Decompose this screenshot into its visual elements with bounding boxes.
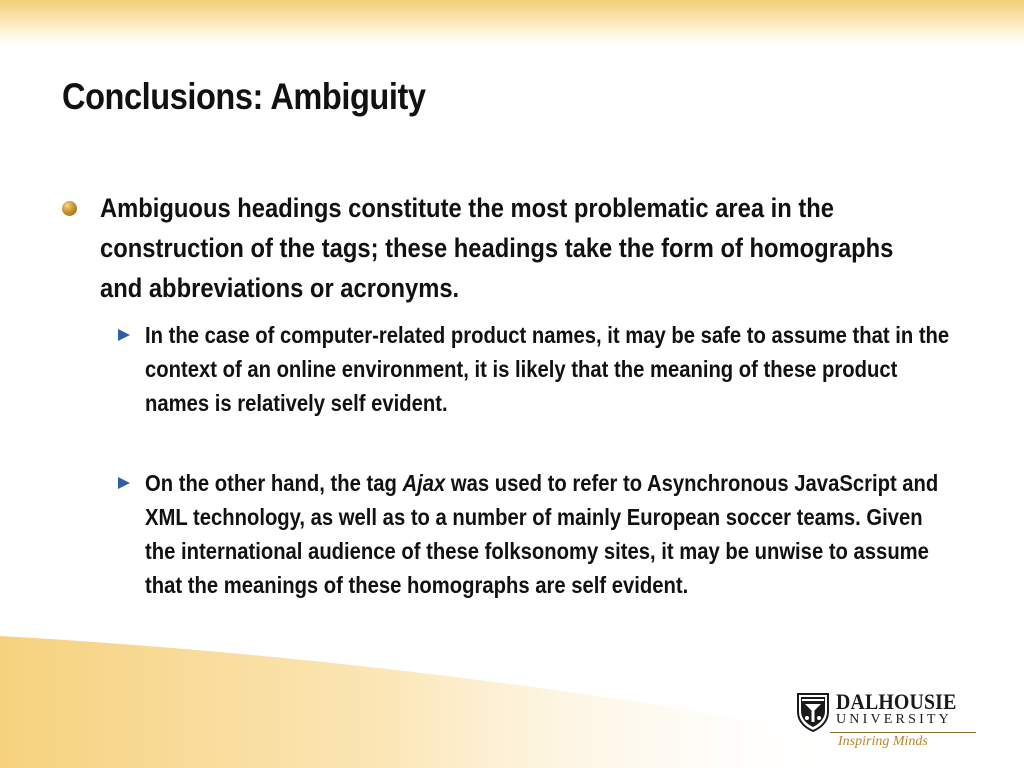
sub-bullet-text: In the case of computer-related product names, it may be safe to assume that in the context of an online environment, it is likely that the meaning of these product names is relatively self evident. — [145, 322, 950, 416]
slide-title: Conclusions: Ambiguity — [62, 76, 426, 117]
university-logo — [796, 690, 976, 752]
logo-divider — [830, 732, 976, 733]
gold-orb-bullet-icon — [62, 201, 77, 216]
sub-bullet-text-after: was used to refer to Asynchronous JavaScript and XML technology, as well as to a number of mainly European soccer teams. Given the international audience of these folksonomy sites, it may be unwise to assume that the meanings of these homographs are self evident. — [145, 470, 939, 598]
main-bullet-text: Ambiguous headings constitute the most problematic area in the construction of the tags; these headings take the form of homographs and abbreviations or acronyms. — [100, 193, 894, 303]
blue-triangle-bullet-icon — [118, 329, 130, 341]
logo-subname: UNIVERSITY — [836, 712, 952, 727]
logo-tagline: Inspiring Minds — [838, 734, 928, 749]
emphasis-term: Ajax — [402, 470, 446, 496]
blue-triangle-bullet-icon — [118, 477, 130, 489]
university-crest-icon — [796, 692, 830, 732]
logo-name: DALHOUSIE — [836, 689, 957, 714]
top-gradient-band — [0, 0, 1024, 46]
sub-bullet-text — [145, 466, 955, 602]
sub-bullet-text-before: On the other hand, the tag — [145, 470, 403, 496]
